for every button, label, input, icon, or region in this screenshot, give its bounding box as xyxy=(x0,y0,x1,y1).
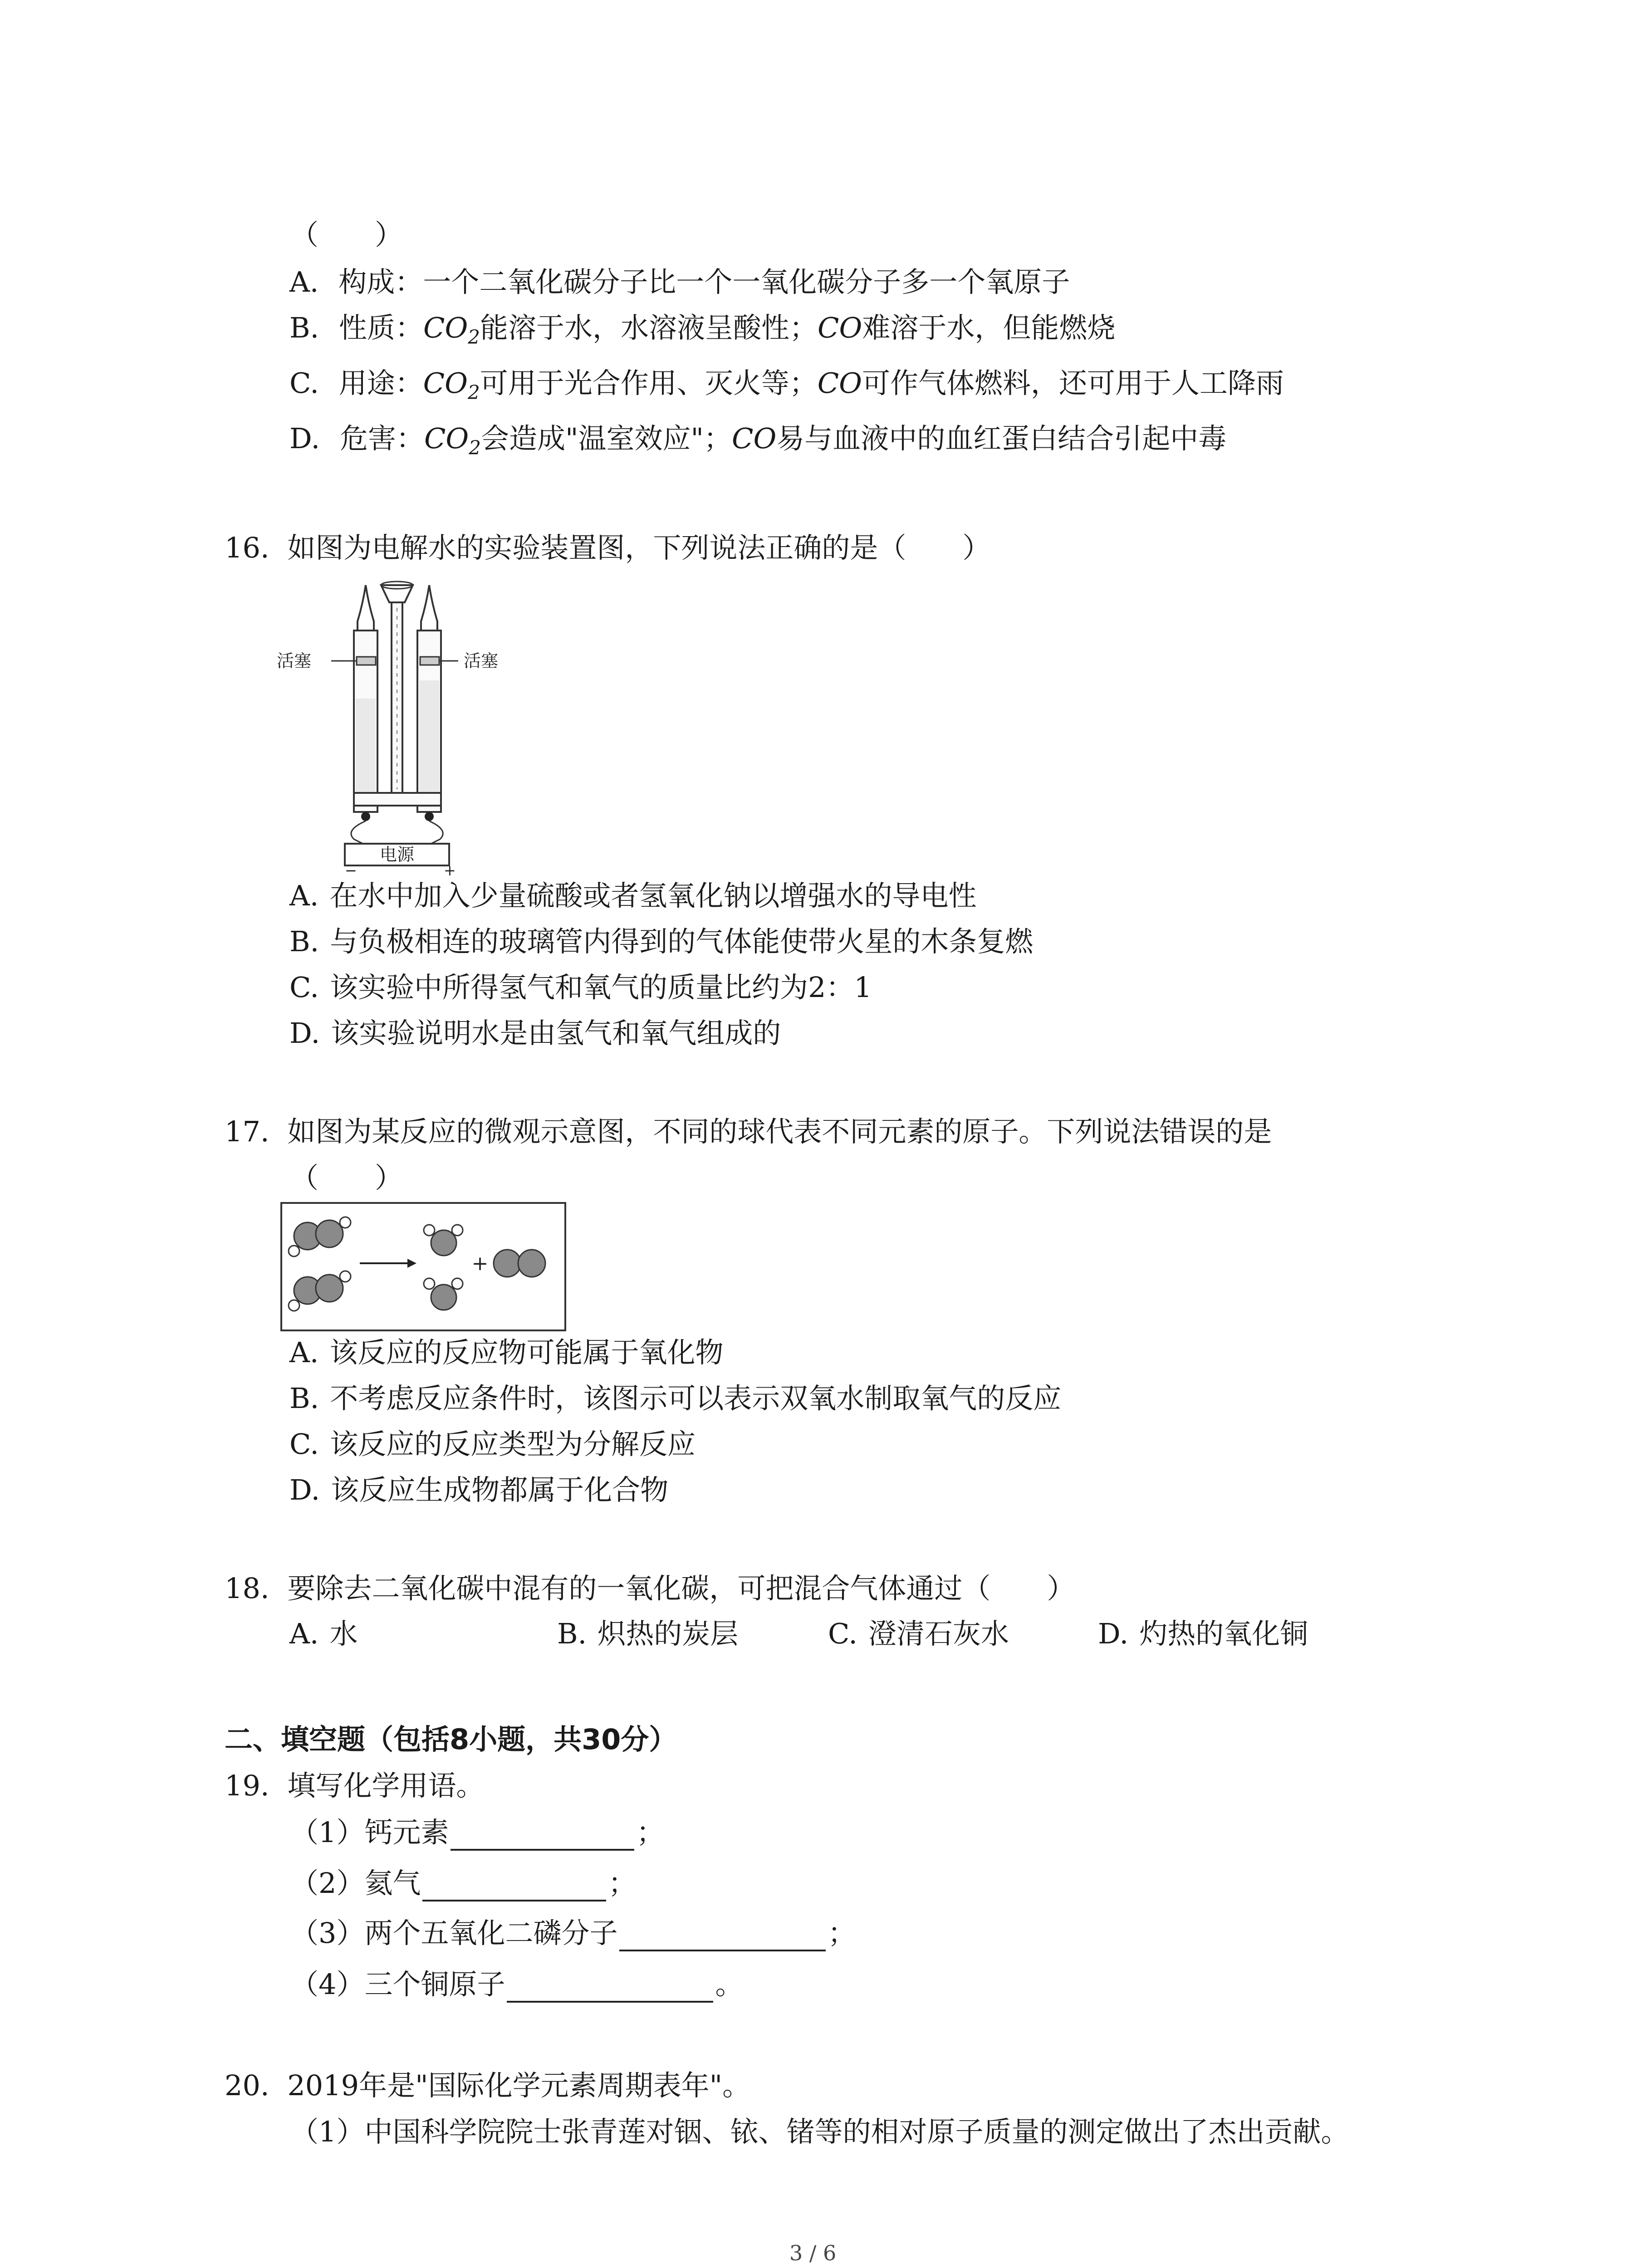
q20-stem xyxy=(225,2068,750,2104)
q18-option-b xyxy=(557,1616,738,1652)
option-text: 构成：一个二氧化碳分子比一个一氧化碳分子多一个氧原子 xyxy=(338,265,1070,298)
q20-subquestion-1: （1）中国科学院院士张青莲对铟、铱、锗等的相对原子质量的测定做出了杰出贡献。 xyxy=(290,2115,1349,2148)
option-text-post: 难溶于水，但能燃烧 xyxy=(862,311,1116,344)
section-heading: 二、填空题（包括8小题，共30分） xyxy=(225,1723,677,1756)
q17-option-c xyxy=(289,1426,696,1462)
q18-option-d xyxy=(1098,1616,1308,1652)
page-number: 3 / 6 xyxy=(789,2241,837,2265)
q19-stem xyxy=(225,1768,484,1804)
option-text: 该实验说明水是由氢气和氧气组成的 xyxy=(331,1017,781,1050)
option-text: 炽热的炭层 xyxy=(598,1617,739,1650)
option-text: 不考虑反应条件时，该图示可以表示双氧水制取氧气的反应 xyxy=(330,1382,1062,1415)
item-end: 。 xyxy=(715,1968,744,2001)
q19-item-4 xyxy=(290,1966,743,2003)
answer-blank[interactable] xyxy=(451,1820,634,1851)
q19-item-1 xyxy=(290,1814,664,1851)
option-letter: D. xyxy=(289,1017,320,1050)
option-letter: B. xyxy=(289,311,319,344)
item-end: ； xyxy=(608,1867,637,1900)
q18-stem xyxy=(225,1570,1075,1607)
option-text: 该反应的反应类型为分解反应 xyxy=(329,1427,696,1461)
option-letter: C. xyxy=(289,1427,319,1461)
option-text-post: 可作气体燃料，还可用于人工降雨 xyxy=(862,367,1284,400)
option-letter: D. xyxy=(289,1473,320,1506)
option-text-pre: 用途： xyxy=(338,367,423,400)
option-letter: B. xyxy=(557,1617,587,1650)
q17-option-b xyxy=(289,1380,1061,1417)
q16-stem xyxy=(225,530,990,566)
option-text: 该实验中所得氢气和氧气的质量比约为2：1 xyxy=(329,971,872,1004)
q16-option-b xyxy=(289,924,1033,960)
formula-co2: $CO_2$ xyxy=(423,311,480,348)
option-text: 该反应的反应物可能属于氧化物 xyxy=(329,1336,724,1369)
q17-stem xyxy=(225,1114,1272,1150)
q17-option-a xyxy=(289,1334,724,1371)
q15-paren: （ ） xyxy=(290,218,403,251)
option-letter: D. xyxy=(1098,1617,1129,1650)
option-text: 灼热的氧化铜 xyxy=(1139,1617,1308,1650)
option-letter: A. xyxy=(289,879,319,912)
option-letter: A. xyxy=(289,1336,319,1369)
question-number: 17. xyxy=(225,1115,269,1148)
option-text-mid: 能溶于水，水溶液呈酸性； xyxy=(480,311,818,344)
q19-item-2 xyxy=(290,1865,636,1901)
option-letter: C. xyxy=(828,1617,857,1650)
option-text: 水 xyxy=(329,1617,358,1650)
right-stopcock-label: 活塞 xyxy=(464,651,499,671)
item-label: （2）氦气 xyxy=(290,1867,421,1900)
positive-terminal-label: + xyxy=(444,862,456,875)
item-label: （3）两个五氧化二磷分子 xyxy=(290,1916,618,1950)
formula-co2: $CO_2$ xyxy=(423,367,480,404)
q17-paren: （ ） xyxy=(290,1161,403,1194)
formula-co: CO xyxy=(817,367,862,400)
option-letter: C. xyxy=(289,971,319,1004)
formula-co: CO xyxy=(818,311,862,344)
left-stopcock-label: 活塞 xyxy=(277,651,312,671)
q15-option-d xyxy=(289,420,1226,466)
item-label: （4）三个铜原子 xyxy=(290,1968,505,2001)
answer-blank[interactable] xyxy=(619,1921,826,1951)
question-number: 20. xyxy=(225,2069,269,2102)
option-letter: D. xyxy=(289,422,320,455)
q16-option-a xyxy=(289,878,977,914)
option-text-mid: 可用于光合作用、灭火等； xyxy=(480,367,818,400)
option-text-pre: 危害： xyxy=(339,422,424,455)
formula-co: CO xyxy=(732,422,777,455)
q15-option-b xyxy=(289,310,1115,355)
option-text: 与负极相连的玻璃管内得到的气体能使带火星的木条复燃 xyxy=(330,925,1034,958)
q19-item-3 xyxy=(290,1915,856,1951)
option-letter: C. xyxy=(289,367,319,400)
electrolysis-apparatus-figure xyxy=(277,576,531,875)
q16-option-c xyxy=(289,969,872,1006)
option-letter: B. xyxy=(289,1382,319,1415)
reaction-diagram-figure xyxy=(280,1202,566,1331)
question-text: 如图为电解水的实验装置图，下列说法正确的是（ ） xyxy=(287,531,991,564)
q18-option-c xyxy=(828,1616,1009,1652)
question-number: 16. xyxy=(225,531,269,564)
power-source-label: 电源 xyxy=(379,845,415,865)
question-text: 填写化学用语。 xyxy=(287,1769,485,1802)
option-text-post: 易与血液中的血红蛋白结合引起中毒 xyxy=(776,422,1227,455)
option-letter: B. xyxy=(289,925,319,958)
option-text: 该反应生成物都属于化合物 xyxy=(331,1473,669,1506)
option-text-pre: 性质： xyxy=(339,311,424,344)
q18-option-a xyxy=(289,1616,358,1652)
option-letter: A. xyxy=(289,1617,319,1650)
question-text: 如图为某反应的微观示意图，不同的球代表不同元素的原子。下列说法错误的是 xyxy=(287,1115,1272,1148)
question-number: 19. xyxy=(225,1769,269,1802)
option-text-mid: 会造成"温室效应"； xyxy=(480,422,732,455)
question-text: 2019年是"国际化学元素周期表年"。 xyxy=(287,2069,751,2102)
option-text: 澄清石灰水 xyxy=(868,1617,1009,1650)
item-end: ； xyxy=(636,1816,665,1849)
answer-blank[interactable] xyxy=(507,1972,713,2003)
question-text: 要除去二氧化碳中混有的一氧化碳，可把混合气体通过（ ） xyxy=(287,1572,1075,1605)
reaction-plus: + xyxy=(471,1252,489,1275)
q15-option-a xyxy=(289,264,1070,300)
item-label: （1）钙元素 xyxy=(290,1816,449,1849)
option-letter: A. xyxy=(289,265,319,298)
formula-co2: $CO_2$ xyxy=(424,422,481,459)
answer-blank[interactable] xyxy=(422,1871,606,1901)
q15-option-c xyxy=(289,365,1284,411)
q16-option-d xyxy=(289,1015,781,1051)
option-text: 在水中加入少量硫酸或者氢氧化钠以增强水的导电性 xyxy=(329,879,977,912)
question-number: 18. xyxy=(225,1572,269,1605)
item-end: ； xyxy=(828,1916,856,1950)
q17-option-d xyxy=(289,1472,668,1508)
negative-terminal-label: − xyxy=(345,862,357,875)
